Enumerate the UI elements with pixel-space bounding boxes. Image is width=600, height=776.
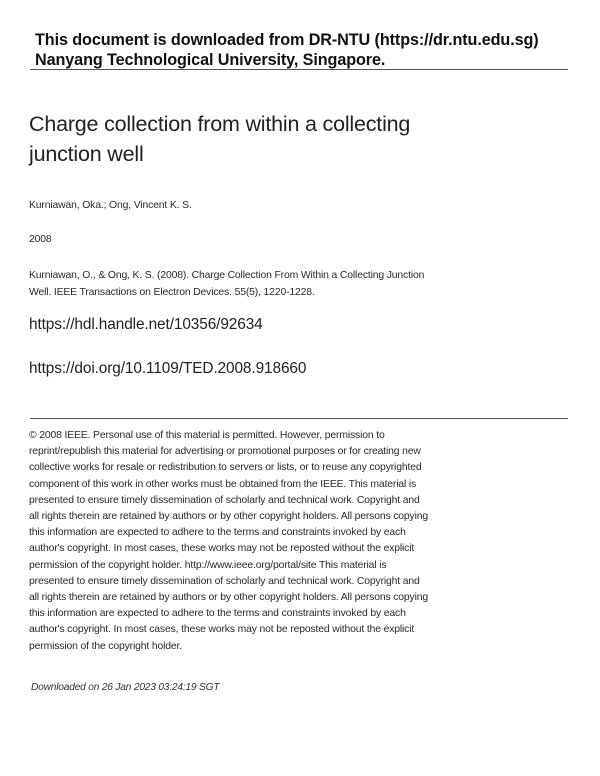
rights-line: all rights therein are retained by authors or by other copyright holders. All persons copying (29, 592, 429, 604)
header-line-source: This document is downloaded from DR-NTU (https://dr.ntu.edu.sg) (35, 31, 539, 49)
rights-line: permission of the copyright holder. (29, 640, 183, 652)
header-divider (30, 69, 568, 70)
rights-line: presented to ensure timely dissemination of scholarly and technical work. Copyright and (29, 494, 420, 506)
rights-line: permission of the copyright holder. http://www.ieee.org/portal/site This material is (29, 559, 387, 571)
citation-line-1: Kurniawan, O., & Ong, K. S. (2008). Charge Collection From Within a Collecting Junction (29, 270, 425, 281)
rights-line: collective works for resale or redistribution to servers or lists, or to reuse any copyrighted (29, 462, 422, 474)
repository-header (35, 30, 539, 70)
rights-divider (30, 418, 568, 419)
rights-line: all rights therein are retained by authors or by other copyright holders. All persons copying (29, 511, 429, 523)
rights-line: © 2008 IEEE. Personal use of this material is permitted. However, permission to (29, 430, 385, 441)
rights-line: this information are expected to adhere to the terms and constraints invoked by each (29, 608, 406, 620)
rights-line: this information are expected to adhere to the terms and constraints invoked by each (29, 527, 406, 539)
handle-link[interactable]: https://hdl.handle.net/10356/92634 (29, 316, 263, 333)
rights-line: reprint/republish this material for advertising or promotional purposes or for creating new (29, 446, 421, 458)
download-timestamp: Downloaded on 26 Jan 2023 03:24:19 SGT (31, 682, 220, 693)
doi-link[interactable]: https://doi.org/10.1109/TED.2008.918660 (29, 360, 307, 377)
citation-line-2: Well. IEEE Transactions on Electron Devices. 55(5), 1220-1228. (29, 287, 315, 298)
rights-line: component of this work in other works must be obtained from the IEEE. This material is (29, 478, 417, 490)
rights-line: author's copyright. In most cases, these works may not be reposted without the explicit (29, 624, 415, 636)
header-line-institution: Nanyang Technological University, Singapore. (35, 51, 386, 69)
document-authors: Kurniawan, Oka.; Ong, Vincent K. S. (29, 200, 192, 211)
document-year: 2008 (29, 234, 52, 245)
rights-line: presented to ensure timely dissemination of scholarly and technical work. Copyright and (29, 575, 420, 587)
document-title: Charge collection from within a collecting junction well (29, 112, 411, 166)
rights-line: author's copyright. In most cases, these works may not be reposted without the explicit (29, 543, 415, 555)
citation (29, 267, 489, 301)
rights-statement (29, 428, 499, 655)
